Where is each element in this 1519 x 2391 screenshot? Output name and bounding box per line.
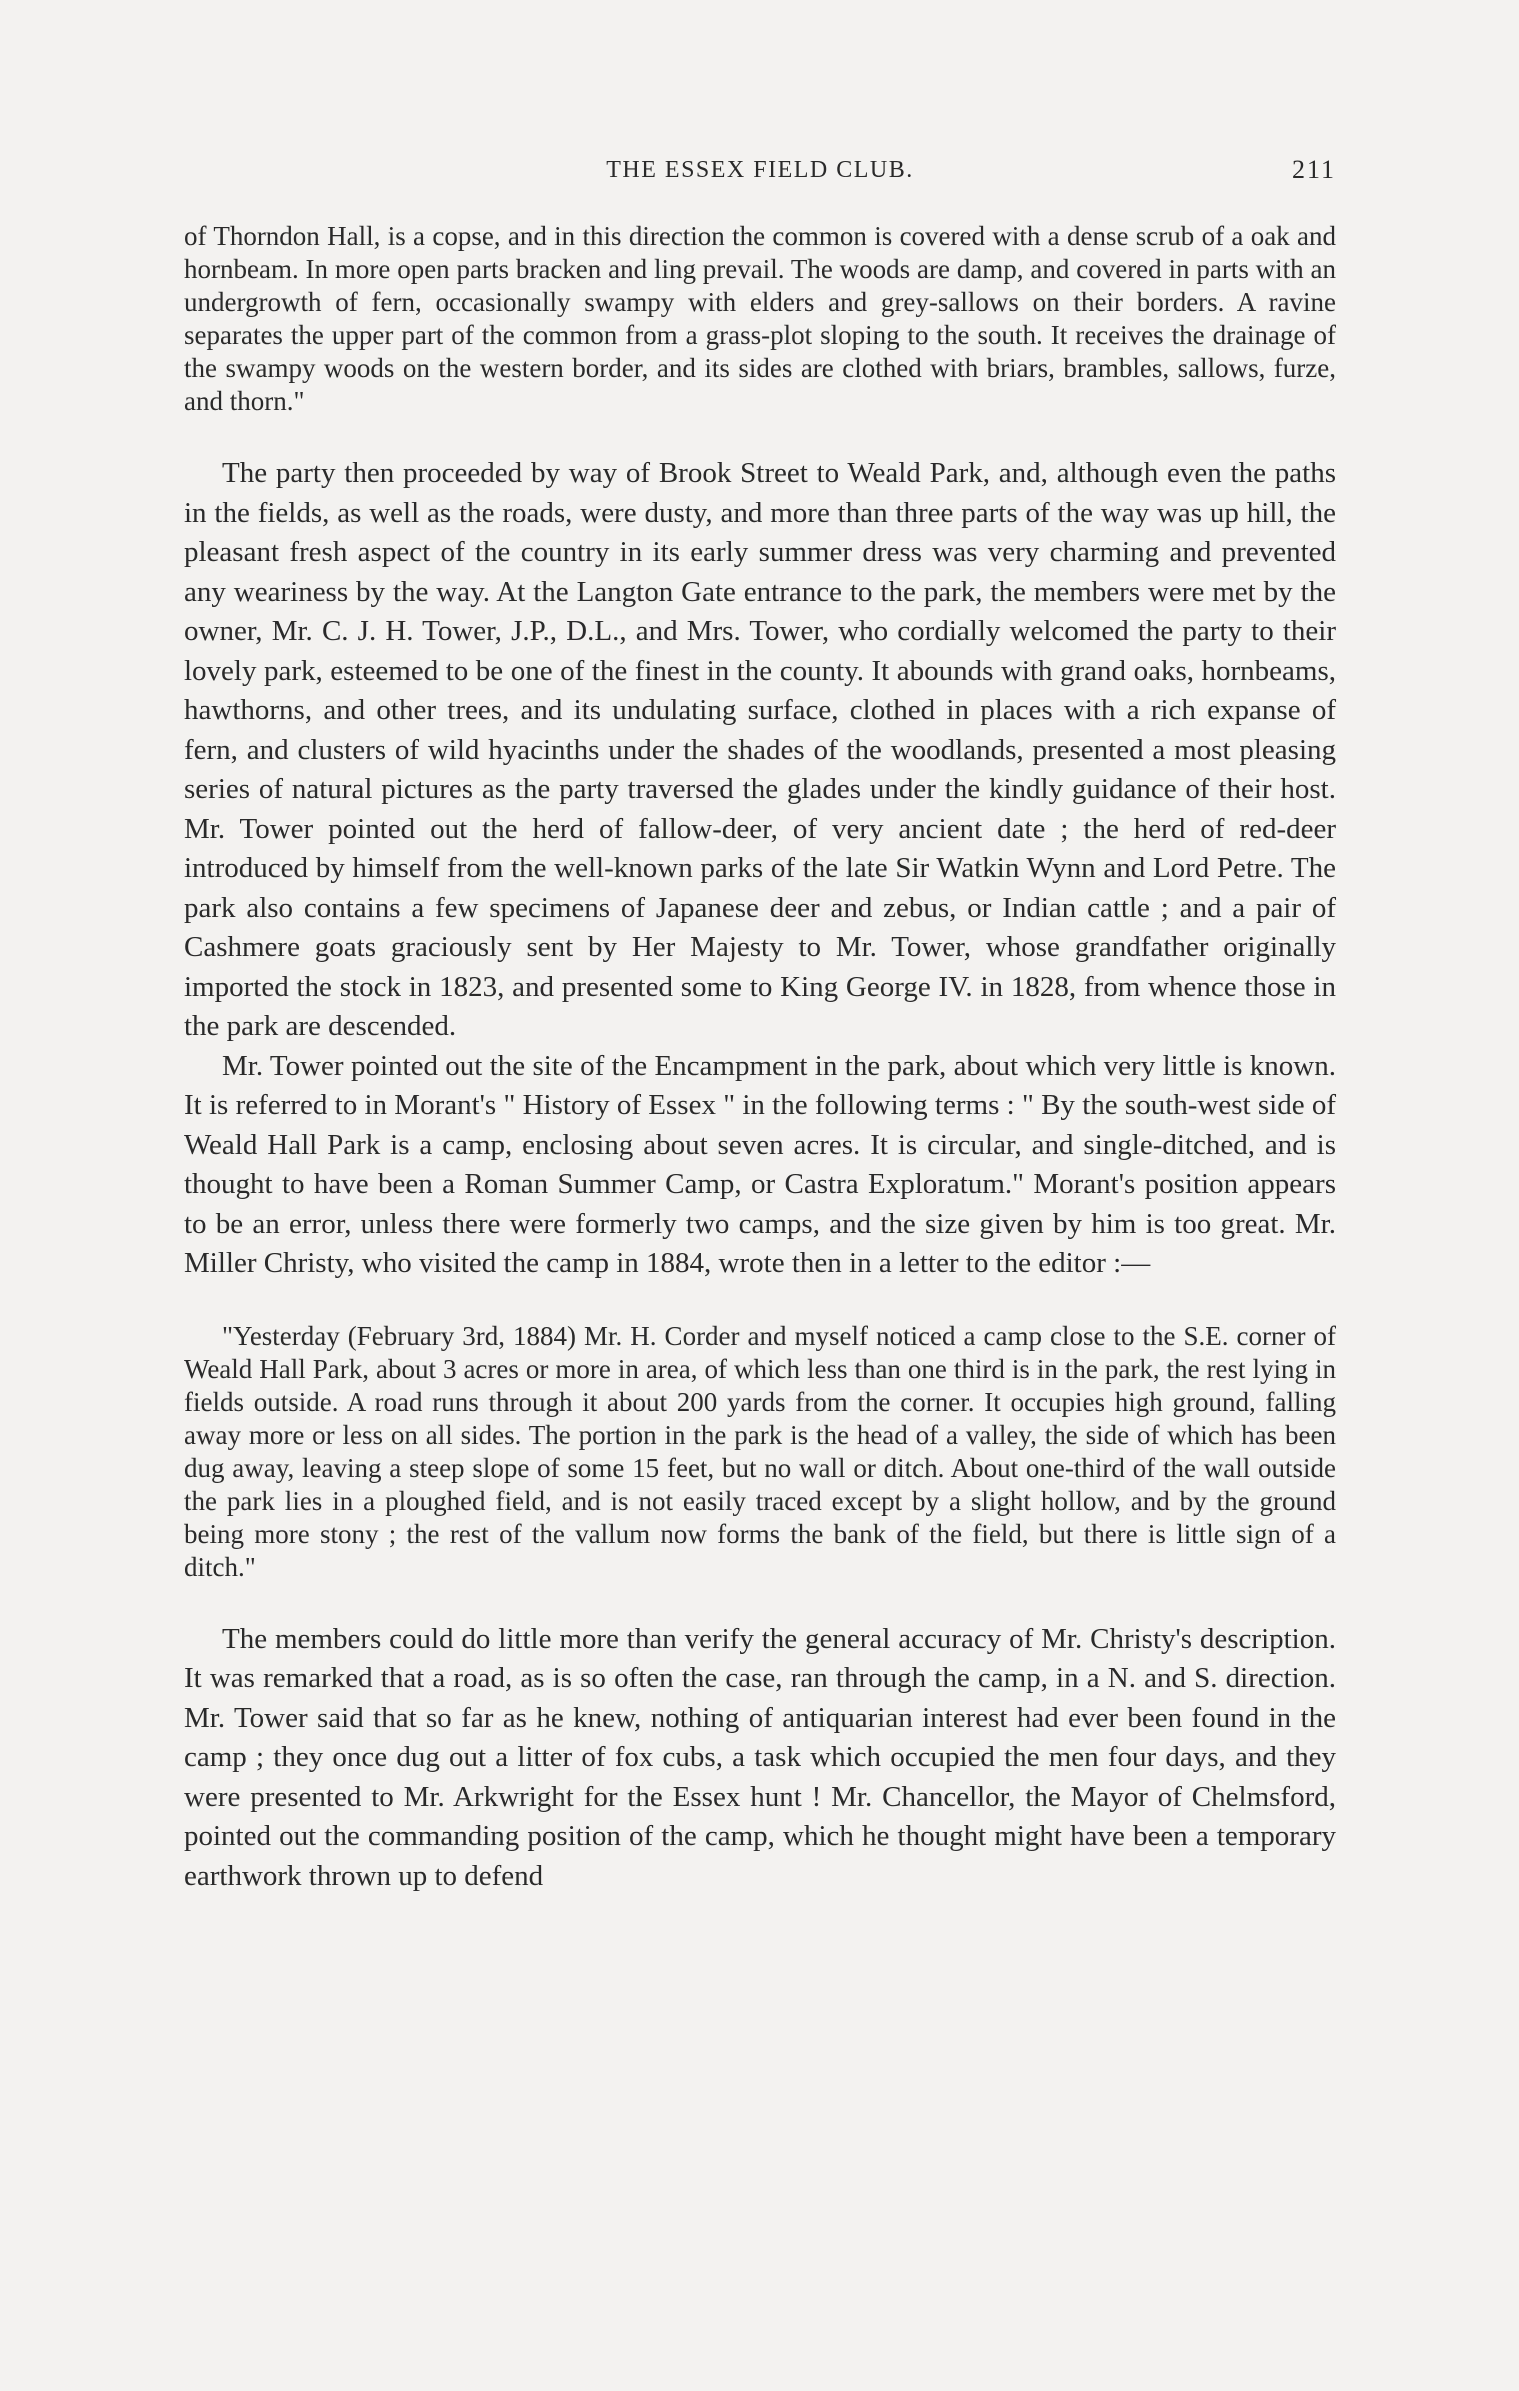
paragraph-gap xyxy=(184,1584,1336,1620)
paragraph-weald-park: The party then proceeded by way of Brook Street to Weald Park, and, although even the paths in the fields, as well as the roads, were dusty, and more than three parts of the way was up hill, the pleasant fresh aspect of the country in its early summer dress was very charming and prevented any weariness by the way. At the Langton Gate entrance to the park, the members were met by the owner, Mr. C. J. H. Tower, J.P., D.L., and Mrs. Tower, who cordially welcomed the party to their lovely park, esteemed to be one of the finest in the county. It abounds with grand oaks, hornbeams, hawthorns, and other trees, and its undulating surface, clothed in places with a rich expanse of fern, and clusters of wild hyacinths under the shades of the woodlands, presented a most pleasing series of natural pictures as the party traversed the glades under the kindly guidance of their host. Mr. Tower pointed out the herd of fallow-deer, of very ancient date ; the herd of red-deer introduced by himself from the well-known parks of the late Sir Watkin Wynn and Lord Petre. The park also contains a few specimens of Japanese deer and zebus, or Indian cattle ; and a pair of Cashmere goats graciously sent by Her Majesty to Mr. Tower, whose grandfather originally imported the stock in 1823, and presented some to King George IV. in 1828, from whence those in the park are descended. xyxy=(184,457,1336,1042)
paragraph-gap xyxy=(184,418,1336,454)
paragraph-gap xyxy=(184,1284,1336,1320)
paragraph-continued: of Thorndon Hall, is a copse, and in this direction the common is covered with a dense scrub of a oak and hornbeam. In more open parts bracken and ling prevail. The woods are damp, and covered in parts with an undergrowth of fern, occasionally swampy with elders and grey-sallows on their borders. A ravine separates the upper part of the common from a grass-plot sloping to the south. It receives the drainage of the swampy woods on the western border, and its sides are clothed with briars, brambles, sallows, furze, and thorn." xyxy=(184,221,1336,416)
paragraph-quotation: "Yesterday (February 3rd, 1884) Mr. H. Corder and myself noticed a camp close to the S.E. corner of Weald Hall Park, about 3 acres or more in area, of which less than one third is in the park, the rest lying in fields outside. A road runs through it about 200 yards from the corner. It occupies high ground, falling away more or less on all sides. The portion in the park is the head of a valley, the side of which has been dug away, leaving a steep slope of some 15 feet, but no wall or ditch. About one-third of the wall outside the park lies in a ploughed field, and is not easily traced except by a slight hollow, and by the ground being more stony ; the rest of the vallum now forms the bank of the field, but there is little sign of a ditch." xyxy=(184,1320,1336,1582)
page-number: 211 xyxy=(1291,155,1336,184)
paragraph-encampment: Mr. Tower pointed out the site of the Encampment in the park, about which very little is known. It is referred to in Morant's " History of Essex " in the following terms : " By the south-west side of Weald Hall Park is a camp, enclosing about seven acres. It is circular, and single-ditched, and is thought to have been a Roman Summer Camp, or Castra Exploratum." Morant's position appears to be an error, unless there were formerly two camps, and the size given by him is too great. Mr. Miller Christy, who visited the camp in 1884, wrote then in a letter to the editor :— xyxy=(184,1049,1336,1279)
running-head xyxy=(184,150,1336,190)
running-title: THE ESSEX FIELD CLUB. xyxy=(606,157,914,183)
body-text xyxy=(184,220,1336,1896)
paragraph-members-verify: The members could do little more than verify the general accuracy of Mr. Christy's description. It was remarked that a road, as is so often the case, ran through the camp, in a N. and S. direction. Mr. Tower said that so far as he knew, nothing of antiquarian interest had ever been found in the camp ; they once dug out a litter of fox cubs, a task which occupied the men four days, and they were presented to Mr. Arkwright for the Essex hunt ! Mr. Chancellor, the Mayor of Chelmsford, pointed out the commanding position of the camp, which he thought might have been a temporary earthwork thrown up to defend xyxy=(184,1622,1336,1892)
